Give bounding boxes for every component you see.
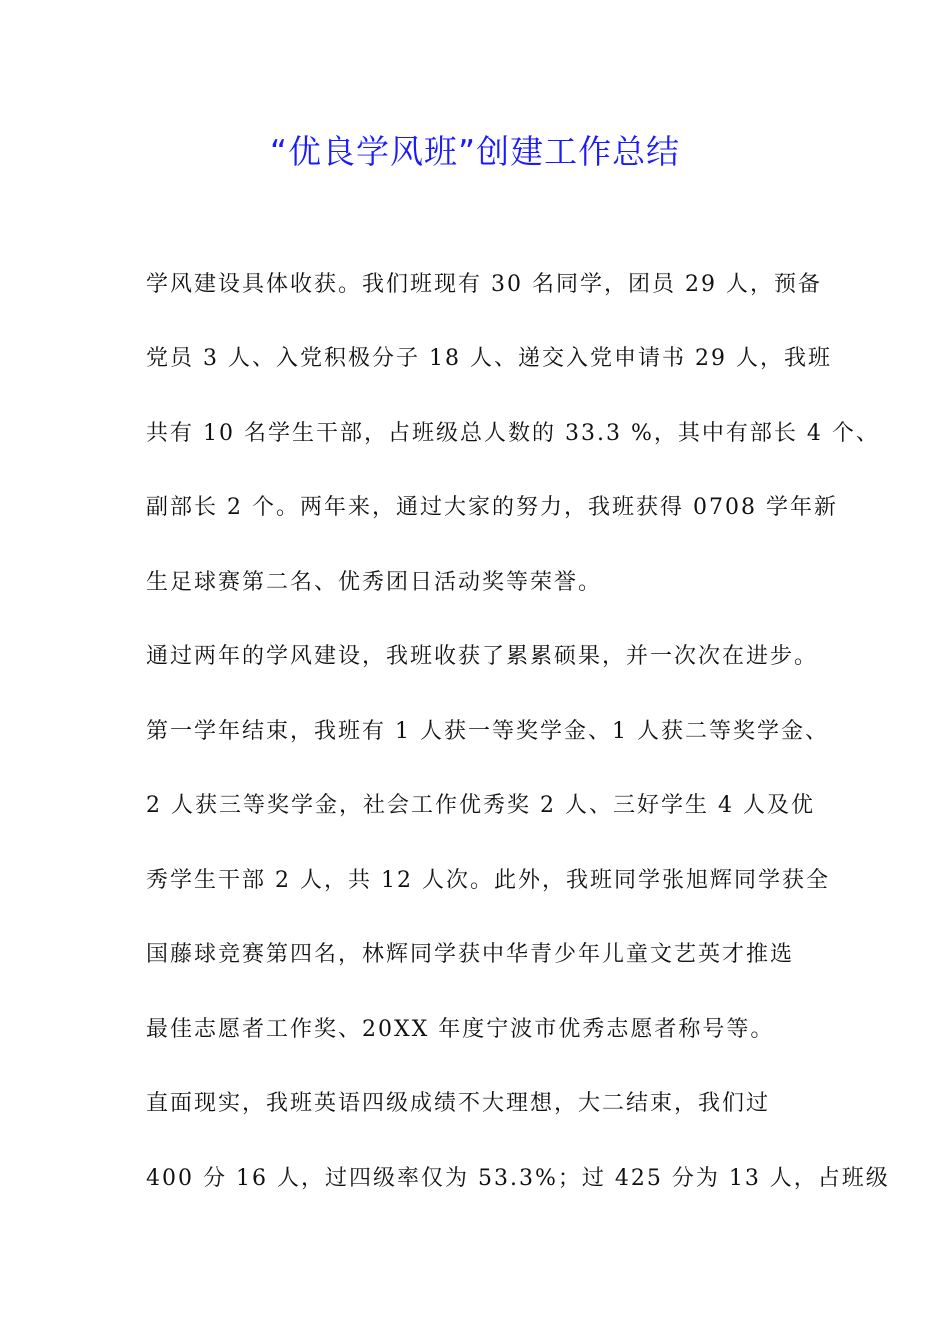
paragraph-line: 最佳志愿者工作奖、20XX 年度宁波市优秀志愿者称号等。 (146, 1017, 775, 1042)
paragraph-line: 国藤球竞赛第四名，林辉同学获中华青少年儿童文艺英才推选 (146, 942, 795, 967)
paragraph-line: 生足球赛第二名、优秀团日活动奖等荣誉。 (146, 570, 603, 595)
paragraph-line: 党员 3 人、入党积极分子 18 人、递交入党申请书 29 人，我班 (146, 346, 832, 371)
paragraph-line: 通过两年的学风建设，我班收获了累累硕果，并一次次在进步。 (146, 644, 819, 669)
paragraph-line: 共有 10 名学生干部，占班级总人数的 33.3 %，其中有部长 4 个、 (146, 421, 880, 446)
paragraph-line: 学风建设具体收获。我们班现有 30 名同学，团员 29 人，预备 (146, 272, 822, 297)
paragraph-line: 2 人获三等奖学金，社会工作优秀奖 2 人、三好学生 4 人及优 (146, 793, 815, 818)
paragraph-line: 第一学年结束，我班有 1 人获一等奖学金、1 人获二等奖学金、 (146, 719, 829, 744)
paragraph-line: 秀学生干部 2 人，共 12 人次。此外，我班同学张旭辉同学获全 (146, 868, 830, 893)
document-title: “优良学风班”创建工作总结 (269, 132, 681, 171)
paragraph-line: 副部长 2 个。两年来，通过大家的努力，我班获得 0708 学年新 (146, 495, 838, 520)
paragraph-line: 直面现实，我班英语四级成绩不大理想，大二结束，我们过 (146, 1091, 771, 1116)
paragraph-line: 400 分 16 人，过四级率仅为 53.3%；过 425 分为 13 人，占班级 (146, 1166, 890, 1191)
